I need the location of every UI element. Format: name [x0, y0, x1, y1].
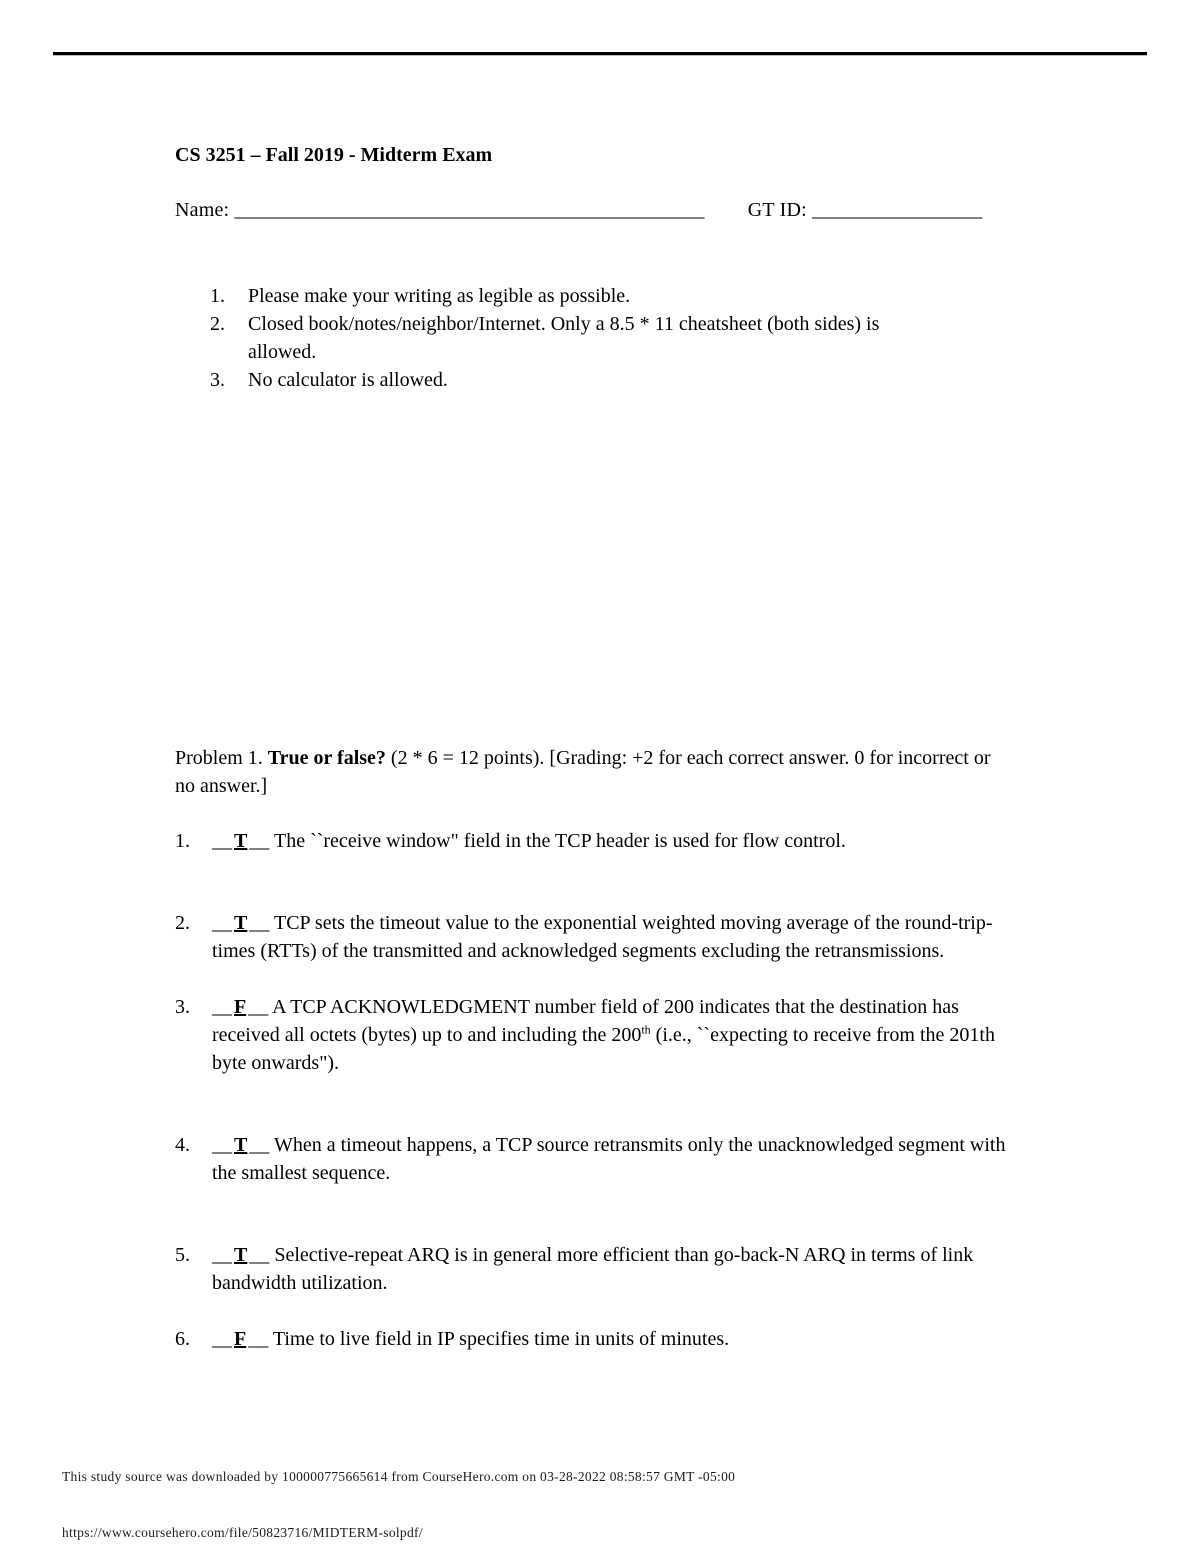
question-item-6 — [175, 1325, 1015, 1353]
question-text: Time to live field in IP specifies time in units of minutes. — [272, 1328, 730, 1350]
problem-type-bold: True or false? — [267, 747, 386, 769]
name-gtid-row — [175, 196, 1015, 224]
instruction-text: Closed book/notes/neighbor/Internet. Only a 8.5 * 11 cheatsheet (both sides) is allowed. — [248, 313, 880, 363]
answer-letter: T — [234, 912, 248, 934]
answer-letter: T — [234, 1244, 248, 1266]
instruction-item-3 — [175, 366, 1015, 394]
question-item-5 — [175, 1241, 1015, 1297]
instruction-text: No calculator is allowed. — [248, 369, 448, 391]
problem-1-heading — [175, 744, 1015, 800]
question-text: When a timeout happens, a TCP source retransmits only the unacknowledged segment with the smallest sequence. — [212, 1134, 1006, 1184]
question-number: 2. — [175, 912, 190, 934]
instructions-list — [175, 282, 1015, 394]
answer-blank-left: __ — [212, 996, 232, 1018]
instruction-item-2 — [175, 310, 1015, 366]
question-body — [212, 993, 1015, 1077]
answer-blank-left: __ — [212, 1134, 232, 1156]
question-number: 4. — [175, 1134, 190, 1156]
answer-letter: T — [234, 830, 248, 852]
question-number: 6. — [175, 1328, 190, 1350]
instruction-item-1 — [175, 282, 1015, 310]
problem-points-grading: (2 * 6 = 12 points). [Grading: +2 for each correct answer. 0 for incorrect or no answer.] — [175, 747, 991, 797]
download-attribution-line: This study source was downloaded by 100000775665614 from CourseHero.com on 03-28-2022 08:58:57 GMT -05:00 — [62, 1469, 736, 1484]
question-text: Selective-repeat ARQ is in general more efficient than go-back-N ARQ in terms of link bandwidth utilization. — [212, 1244, 974, 1294]
answer-blank-left: __ — [212, 830, 232, 852]
answer-blank-right: __ — [249, 830, 270, 852]
document-content — [175, 0, 1015, 1353]
instruction-number: 3. — [210, 369, 225, 391]
answer-letter: F — [234, 996, 247, 1018]
question-item-1 — [175, 827, 1015, 855]
question-item-4 — [175, 1131, 1015, 1187]
name-label: Name: — [175, 199, 230, 221]
question-body — [212, 827, 1015, 855]
answer-blank-right: __ — [248, 1328, 269, 1350]
coursehero-footer — [62, 1468, 735, 1541]
question-text: TCP sets the timeout value to the exponential weighted moving average of the round-trip-times (RTTs) of the transmitted and acknowledged segments excluding the retransmissions. — [212, 912, 993, 962]
question-body — [212, 1241, 1015, 1297]
gtid-blank-line: _________________ — [812, 199, 983, 221]
gtid-label: GT ID: — [747, 199, 807, 221]
question-list — [175, 827, 1015, 1353]
answer-blank-right: __ — [248, 996, 269, 1018]
answer-letter: F — [234, 1328, 247, 1350]
question-body — [212, 1131, 1015, 1187]
question-text-superscript: th — [641, 1022, 651, 1037]
problem-label: Problem 1. — [175, 747, 263, 769]
question-body — [212, 1325, 1015, 1353]
answer-blank-right: __ — [249, 912, 270, 934]
answer-blank-left: __ — [212, 1244, 232, 1266]
question-item-2 — [175, 909, 1015, 965]
answer-blank-left: __ — [212, 912, 232, 934]
question-number: 3. — [175, 996, 190, 1018]
question-text-continued: (i.e., ``expecting to receive from the 201th byte onwards"). — [212, 1024, 995, 1074]
answer-blank-left: __ — [212, 1328, 232, 1350]
instruction-number: 1. — [210, 285, 225, 307]
instruction-text: Please make your writing as legible as possible. — [248, 285, 631, 307]
question-number: 1. — [175, 830, 190, 852]
answer-blank-right: __ — [249, 1244, 270, 1266]
question-text: A TCP ACKNOWLEDGMENT number field of 200 indicates that the destination has received all octets (bytes) up to and including the 200 — [212, 996, 959, 1046]
name-blank-line: _______________________________________________ — [234, 199, 705, 221]
question-body — [212, 909, 1015, 965]
question-item-3 — [175, 993, 1015, 1077]
question-text: The ``receive window" field in the TCP header is used for flow control. — [273, 830, 846, 852]
answer-blank-right: __ — [249, 1134, 270, 1156]
source-url-link[interactable]: https://www.coursehero.com/file/50823716/MIDTERM-solpdf/ — [62, 1525, 423, 1540]
question-number: 5. — [175, 1244, 190, 1266]
answer-letter: T — [234, 1134, 248, 1156]
instruction-number: 2. — [210, 313, 225, 335]
page-title: CS 3251 – Fall 2019 - Midterm Exam — [175, 144, 493, 166]
